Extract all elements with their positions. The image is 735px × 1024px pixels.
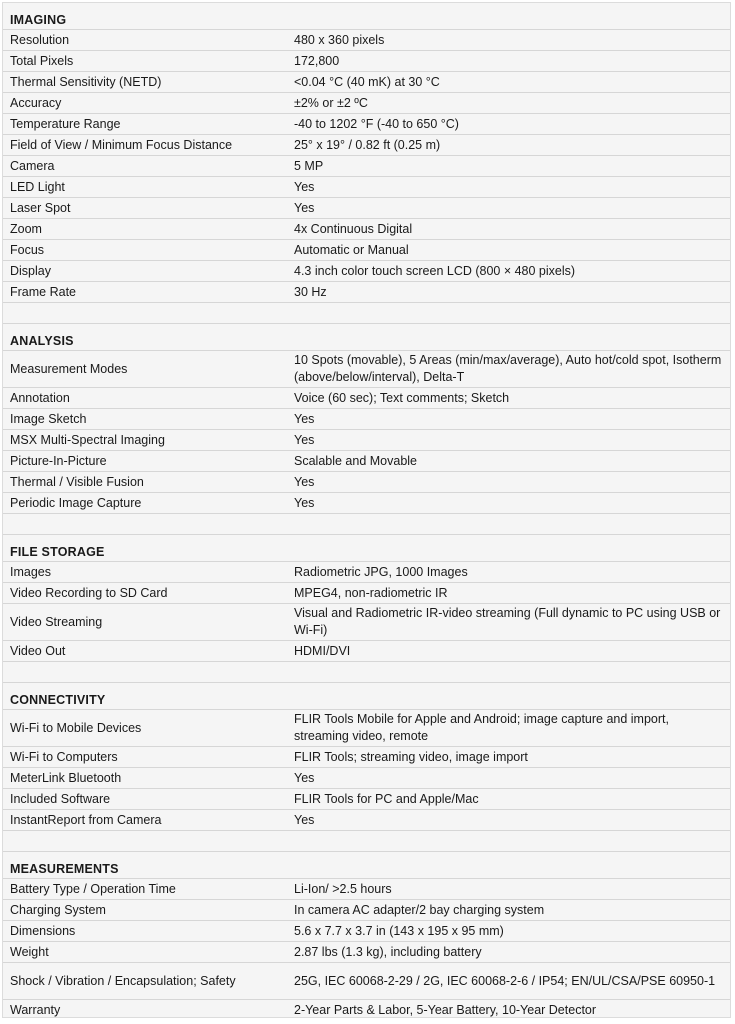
spec-label: Measurement Modes <box>3 351 287 388</box>
spec-label: InstantReport from Camera <box>3 810 287 831</box>
spec-value: 480 x 360 pixels <box>287 30 730 51</box>
spec-value: Visual and Radiometric IR-video streaming (Full dynamic to PC using USB or Wi-Fi) <box>287 604 730 641</box>
spec-value: 10 Spots (movable), 5 Areas (min/max/average), Auto hot/cold spot, Isotherm (above/below/interval), Delta-T <box>287 351 730 388</box>
spec-row <box>3 72 730 93</box>
spec-row <box>3 963 730 1000</box>
spec-label: Periodic Image Capture <box>3 493 287 514</box>
spec-row <box>3 641 730 662</box>
spec-row <box>3 388 730 409</box>
spec-label: Images <box>3 562 287 583</box>
spec-value: FLIR Tools; streaming video, image import <box>287 747 730 768</box>
spec-label: Total Pixels <box>3 51 287 72</box>
section-title: FILE STORAGE <box>3 535 730 562</box>
spec-row <box>3 921 730 942</box>
spec-value: Yes <box>287 198 730 219</box>
spec-value: 4.3 inch color touch screen LCD (800 × 480 pixels) <box>287 261 730 282</box>
spec-row <box>3 562 730 583</box>
section-spacer <box>3 831 730 852</box>
spec-value: 30 Hz <box>287 282 730 303</box>
spec-value: 25G, IEC 60068-2-29 / 2G, IEC 60068-2-6 / IP54; EN/UL/CSA/PSE 60950-1 <box>287 963 730 1000</box>
section-spacer-cell <box>3 303 730 324</box>
spec-value: 2-Year Parts & Labor, 5-Year Battery, 10-Year Detector <box>287 1000 730 1019</box>
spec-value: FLIR Tools Mobile for Apple and Android; image capture and import, streaming video, remote <box>287 710 730 747</box>
spec-value: Automatic or Manual <box>287 240 730 261</box>
spec-label: Annotation <box>3 388 287 409</box>
spec-value: 5 MP <box>287 156 730 177</box>
spec-value: 2.87 lbs (1.3 kg), including battery <box>287 942 730 963</box>
spec-label: MeterLink Bluetooth <box>3 768 287 789</box>
spec-value: Yes <box>287 810 730 831</box>
spec-label: Wi-Fi to Mobile Devices <box>3 710 287 747</box>
section-header <box>3 683 730 710</box>
spec-value: Li-Ion/ >2.5 hours <box>287 879 730 900</box>
spec-row <box>3 1000 730 1019</box>
spec-row <box>3 198 730 219</box>
spec-label: Field of View / Minimum Focus Distance <box>3 135 287 156</box>
spec-label: Thermal Sensitivity (NETD) <box>3 72 287 93</box>
spec-row <box>3 240 730 261</box>
section-header <box>3 3 730 30</box>
spec-value: Voice (60 sec); Text comments; Sketch <box>287 388 730 409</box>
spec-label: Battery Type / Operation Time <box>3 879 287 900</box>
spec-label: Accuracy <box>3 93 287 114</box>
spec-row <box>3 409 730 430</box>
spec-label: Image Sketch <box>3 409 287 430</box>
spec-row <box>3 451 730 472</box>
spec-value: 25° x 19° / 0.82 ft (0.25 m) <box>287 135 730 156</box>
spec-label: Frame Rate <box>3 282 287 303</box>
spec-value: Yes <box>287 472 730 493</box>
spec-row <box>3 472 730 493</box>
spec-value: Yes <box>287 768 730 789</box>
spec-label: Display <box>3 261 287 282</box>
section-spacer <box>3 662 730 683</box>
spec-label: Temperature Range <box>3 114 287 135</box>
spec-label: Charging System <box>3 900 287 921</box>
spec-row <box>3 156 730 177</box>
spec-row <box>3 282 730 303</box>
spec-row <box>3 942 730 963</box>
spec-label: Video Recording to SD Card <box>3 583 287 604</box>
spec-row <box>3 430 730 451</box>
spec-value: <0.04 °C (40 mK) at 30 °C <box>287 72 730 93</box>
spec-row <box>3 900 730 921</box>
section-title: ANALYSIS <box>3 324 730 351</box>
spec-row <box>3 135 730 156</box>
spec-value: Yes <box>287 493 730 514</box>
section-spacer <box>3 514 730 535</box>
section-spacer <box>3 303 730 324</box>
spec-row <box>3 351 730 388</box>
spec-row <box>3 789 730 810</box>
spec-label: Weight <box>3 942 287 963</box>
spec-row <box>3 747 730 768</box>
spec-row <box>3 879 730 900</box>
spec-value: ±2% or ±2 ºC <box>287 93 730 114</box>
spec-value: 172,800 <box>287 51 730 72</box>
spec-row <box>3 768 730 789</box>
section-title: IMAGING <box>3 3 730 30</box>
spec-value: FLIR Tools for PC and Apple/Mac <box>287 789 730 810</box>
spec-label: Laser Spot <box>3 198 287 219</box>
spec-row <box>3 583 730 604</box>
section-title: CONNECTIVITY <box>3 683 730 710</box>
spec-label: MSX Multi-Spectral Imaging <box>3 430 287 451</box>
spec-row <box>3 219 730 240</box>
spec-value: In camera AC adapter/2 bay charging system <box>287 900 730 921</box>
section-spacer-cell <box>3 514 730 535</box>
spec-label: Video Out <box>3 641 287 662</box>
spec-label: Resolution <box>3 30 287 51</box>
section-header <box>3 852 730 879</box>
spec-value: 5.6 x 7.7 x 3.7 in (143 x 195 x 95 mm) <box>287 921 730 942</box>
spec-row <box>3 114 730 135</box>
section-spacer-cell <box>3 831 730 852</box>
spec-label: Picture-In-Picture <box>3 451 287 472</box>
spec-value: Radiometric JPG, 1000 Images <box>287 562 730 583</box>
spec-label: Wi-Fi to Computers <box>3 747 287 768</box>
spec-row <box>3 261 730 282</box>
spec-value: HDMI/DVI <box>287 641 730 662</box>
spec-label: Zoom <box>3 219 287 240</box>
spec-value: Yes <box>287 409 730 430</box>
spec-row <box>3 604 730 641</box>
spec-value: -40 to 1202 °F (-40 to 650 °C) <box>287 114 730 135</box>
spec-row <box>3 93 730 114</box>
section-header <box>3 324 730 351</box>
spec-label: Shock / Vibration / Encapsulation; Safety <box>3 963 287 1000</box>
spec-table <box>3 3 730 1018</box>
spec-sheet <box>2 2 731 1018</box>
spec-row <box>3 30 730 51</box>
spec-row <box>3 51 730 72</box>
spec-label: LED Light <box>3 177 287 198</box>
spec-value: Scalable and Movable <box>287 451 730 472</box>
spec-label: Camera <box>3 156 287 177</box>
spec-value: 4x Continuous Digital <box>287 219 730 240</box>
section-header <box>3 535 730 562</box>
section-title: MEASUREMENTS <box>3 852 730 879</box>
spec-value: Yes <box>287 177 730 198</box>
spec-row <box>3 710 730 747</box>
spec-label: Thermal / Visible Fusion <box>3 472 287 493</box>
spec-row <box>3 810 730 831</box>
section-spacer-cell <box>3 662 730 683</box>
spec-label: Focus <box>3 240 287 261</box>
spec-label: Video Streaming <box>3 604 287 641</box>
spec-label: Dimensions <box>3 921 287 942</box>
spec-value: Yes <box>287 430 730 451</box>
spec-row <box>3 493 730 514</box>
spec-row <box>3 177 730 198</box>
spec-label: Warranty <box>3 1000 287 1019</box>
spec-table-body <box>3 3 730 1018</box>
spec-value: MPEG4, non-radiometric IR <box>287 583 730 604</box>
spec-label: Included Software <box>3 789 287 810</box>
